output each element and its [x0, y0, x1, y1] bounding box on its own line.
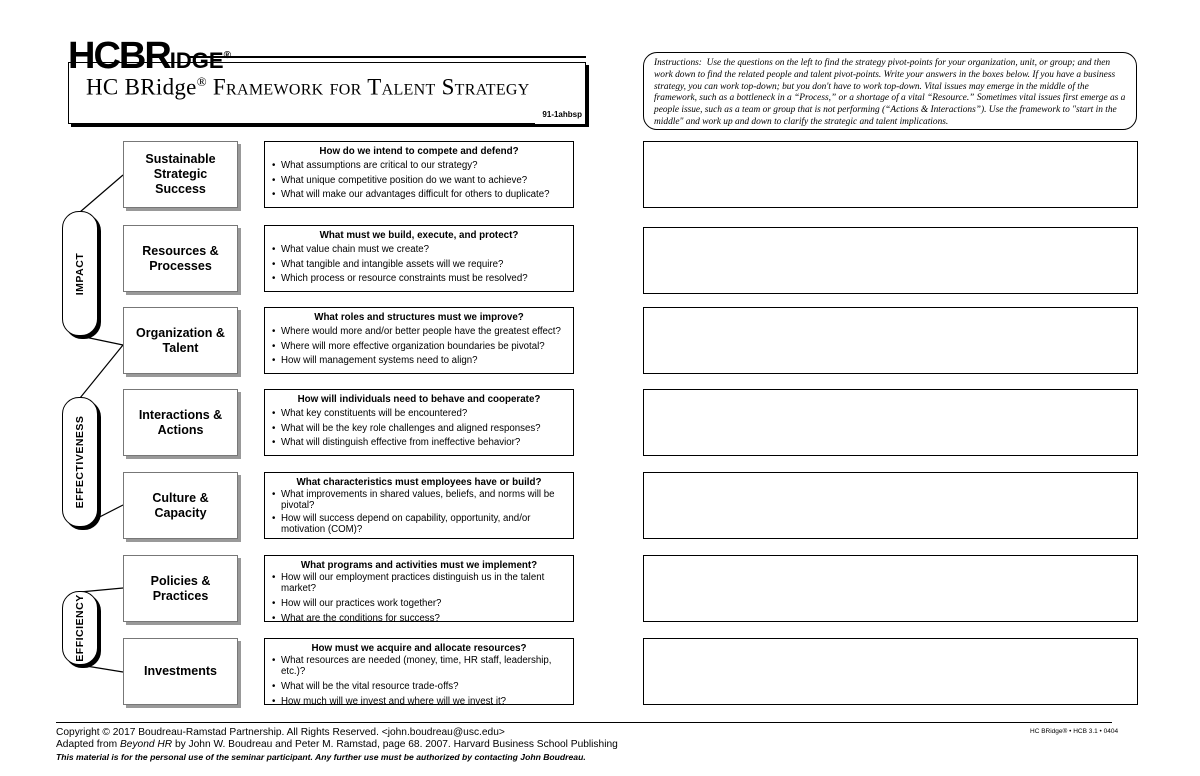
question-box	[264, 389, 574, 456]
answer-box-6[interactable]	[643, 555, 1138, 622]
question-bullet: • How much will we invest and where will we invest it?	[269, 695, 569, 706]
question-bullet: • What will be the key role challenges and aligned responses?	[269, 422, 569, 437]
question-bullet: • What assumptions are critical to our strategy?	[269, 159, 569, 174]
logo-main: HCBR	[68, 35, 170, 77]
answer-box-2[interactable]	[643, 227, 1138, 294]
answer-box-7[interactable]	[643, 638, 1138, 705]
form-code: 91-1ahbsp	[535, 110, 585, 124]
adapted-from-text: Adapted from Beyond HR by John W. Boudreau and Peter M. Ramstad, page 68. 2007. Harvard Business School Publishing	[56, 739, 618, 750]
question-box	[264, 555, 574, 622]
question-box	[264, 141, 574, 208]
question-heading: How will individuals need to behave and cooperate?	[297, 394, 541, 405]
copyright-text: Copyright © 2017 Boudreau-Ramstad Partnership. All Rights Reserved. <john.boudreau@usc.edu>	[56, 727, 505, 738]
instructions-label: Instructions:	[654, 58, 702, 68]
question-bullet: • What improvements in shared values, beliefs, and norms will be pivotal?	[269, 490, 569, 511]
question-box	[264, 472, 574, 539]
side-label-efficiency: EFFICIENCY	[62, 591, 98, 665]
question-bullet: • What will make our advantages difficult for others to duplicate?	[269, 188, 569, 203]
question-box	[264, 307, 574, 374]
question-bullet: • What unique competitive position do we want to achieve?	[269, 174, 569, 189]
instructions-text: Use the questions on the left to find the strategy pivot-points for your organization, unit, or group; and then work down to find the related people and talent pivot-points. Write your answers in the boxes below. If you have a business strategy, you can work top-down; but you don't have to work top-down. Vital issues may emerge in the middle of the framework, such as a bottleneck in a “Process,” or a shortage of a vital “Resource.” Sometimes vital issues first emerge as a people issue, such as a team or group that is not performing (“Actions & Interactions”). Use the framework to "start in the middle" and work up and down to clarify the strategic and talent implications.	[654, 58, 1126, 127]
answer-box-4[interactable]	[643, 389, 1138, 456]
question-bullet: • What will distinguish effective from ineffective behavior?	[269, 436, 569, 451]
question-bullet: • What tangible and intangible assets will we require?	[269, 258, 569, 273]
question-box	[264, 638, 574, 705]
question-heading: How do we intend to compete and defend?	[319, 146, 519, 157]
stage-interactions-actions: Interactions & Actions	[123, 389, 238, 456]
footer-code: HC BRidge® • HCB 3.1 • 0404	[1030, 728, 1119, 735]
question-bullet: • What key constituents will be encountered?	[269, 407, 569, 422]
stage-culture-capacity: Culture & Capacity	[123, 472, 238, 539]
answer-box-3[interactable]	[643, 307, 1138, 374]
stage-resources-processes: Resources & Processes	[123, 225, 238, 292]
page-title: HC BRidge® Framework for Talent Strategy	[86, 74, 530, 100]
stage-investments: Investments	[123, 638, 238, 705]
side-label-effectiveness: EFFECTIVENESS	[62, 397, 98, 527]
question-heading: What programs and activities must we implement?	[300, 560, 538, 571]
question-bullet: • What will be the vital resource trade-offs?	[269, 680, 569, 695]
question-box	[264, 225, 574, 292]
question-bullet: • What are the conditions for success?	[269, 612, 569, 623]
question-bullet: • How will our employment practices distinguish us in the talent market?	[269, 573, 569, 594]
question-bullet: • How will success depend on capability, opportunity, and/or motivation (COM)?	[269, 514, 569, 535]
stage-sustainable-strategic-success: Sustainable Strategic Success	[123, 141, 238, 208]
question-bullet: • What value chain must we create?	[269, 243, 569, 258]
question-heading: What must we build, execute, and protect?	[319, 230, 519, 241]
stage-policies-practices: Policies & Practices	[123, 555, 238, 622]
question-heading: What roles and structures must we improve?	[314, 312, 524, 323]
answer-box-5[interactable]	[643, 472, 1138, 539]
question-heading: What characteristics must employees have or build?	[296, 477, 542, 488]
usage-notice: This material is for the personal use of the seminar participant. Any further use must be authorized by contacting John Boudreau.	[56, 752, 586, 762]
side-label-impact: IMPACT	[62, 211, 98, 336]
question-bullet: • How will our practices work together?	[269, 597, 569, 612]
answer-box-1[interactable]	[643, 141, 1138, 208]
stage-organization-talent: Organization & Talent	[123, 307, 238, 374]
question-bullet: • Where would more and/or better people have the greatest effect?	[269, 325, 569, 340]
question-bullet: • Where will more effective organization boundaries be pivotal?	[269, 340, 569, 355]
logo-small: IDGE	[169, 48, 224, 73]
question-heading: How must we acquire and allocate resources?	[311, 643, 527, 654]
question-bullet: • What resources are needed (money, time, HR staff, leadership, etc.)?	[269, 656, 569, 677]
footer-rule	[56, 722, 1112, 723]
logo-reg: ®	[223, 50, 229, 61]
question-bullet: • How will management systems need to align?	[269, 354, 569, 369]
question-bullet: • Which process or resource constraints must be resolved?	[269, 272, 569, 287]
